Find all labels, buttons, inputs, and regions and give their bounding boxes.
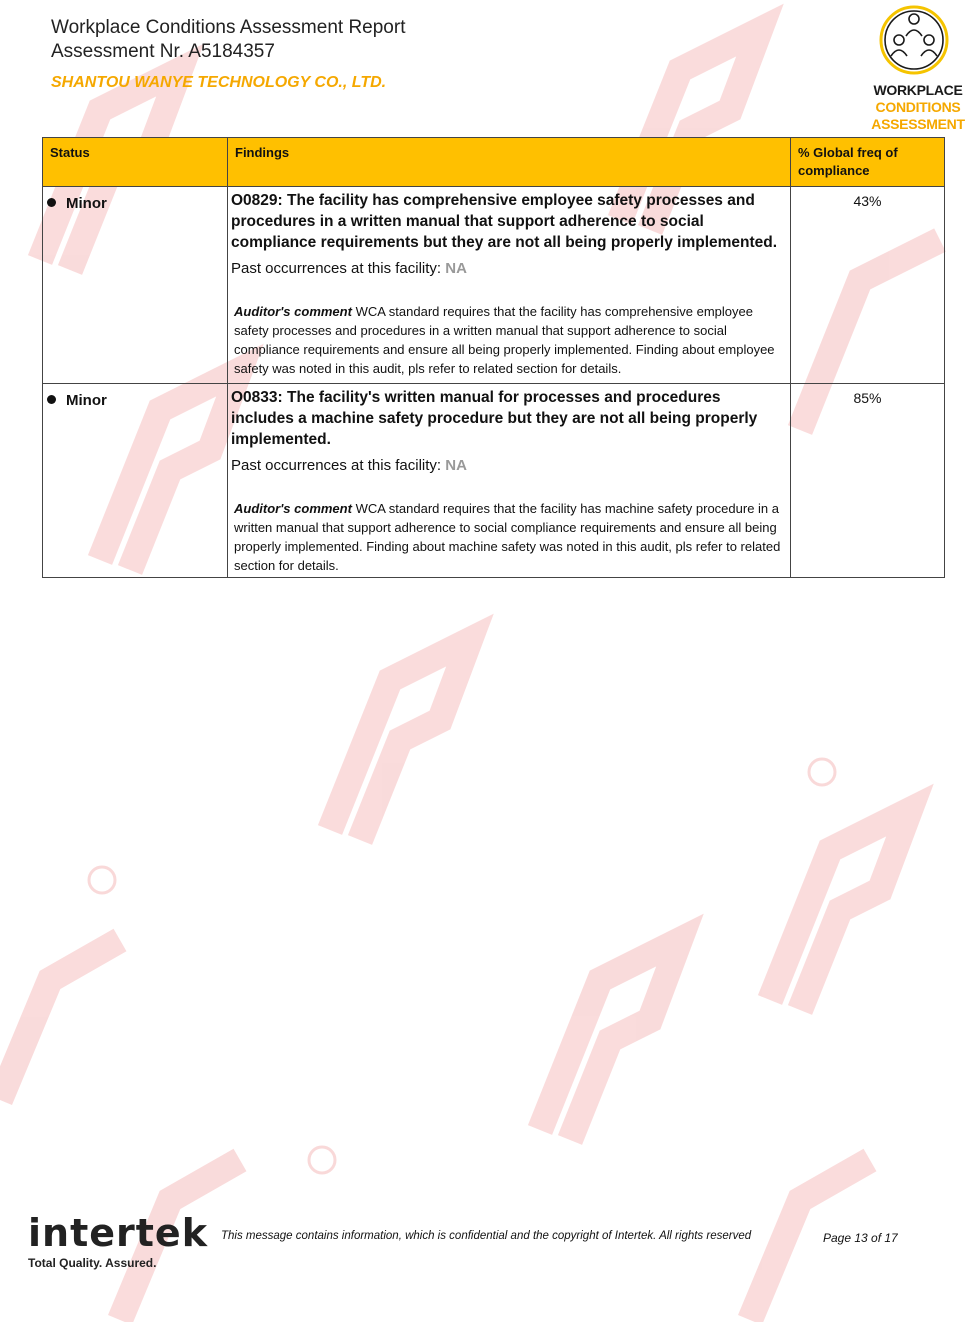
logo-line-2: CONDITIONS	[875, 99, 961, 115]
table-row	[43, 187, 945, 384]
global-freq-value: 43%	[791, 187, 945, 384]
header-global-freq: % Global freq of compliance	[791, 138, 945, 187]
past-occurrences-value: NA	[445, 457, 467, 474]
past-occurrences	[231, 456, 787, 476]
finding-title: O0829: The facility has comprehensive employee safety processes and procedures in a written manual that support adherence to social compliance requirements but they are not all being properly implemented.	[231, 192, 778, 251]
auditor-comment-label: Auditor's comment	[234, 304, 352, 319]
global-freq-value: 85%	[791, 384, 945, 578]
finding-cell	[228, 384, 791, 578]
confidentiality-notice: This message contains information, which is confidential and the copyright of Intertek. All rights reserved	[221, 1230, 752, 1242]
company-name: SHANTOU WANYE TECHNOLOGY CO., LTD.	[51, 74, 387, 91]
wca-logo	[862, 2, 974, 132]
auditor-comment	[231, 499, 787, 575]
page-number: Page 13 of 17	[823, 1231, 898, 1245]
finding-cell	[228, 187, 791, 384]
findings-table	[42, 137, 945, 578]
past-occurrences-label: Past occurrences at this facility:	[231, 457, 442, 474]
finding-title: O0833: The facility's written manual for processes and procedures includes a machine safety procedure but they are not all being properly implemented.	[231, 389, 758, 448]
past-occurrences-label: Past occurrences at this facility:	[231, 260, 442, 277]
auditor-comment	[231, 302, 787, 378]
bullet-icon	[47, 198, 56, 207]
report-title: Workplace Conditions Assessment Report	[51, 17, 406, 38]
bullet-icon	[47, 395, 56, 404]
status-label: Minor	[66, 392, 107, 409]
auditor-comment-text: WCA standard requires that the facility has machine safety procedure in a written manual that support adherence to social compliance requirements and ensure all being properly implemented. Finding about machine safety was noted in this audit, pls refer to related section for details.	[234, 501, 781, 573]
intertek-logo	[28, 1212, 208, 1270]
auditor-comment-label: Auditor's comment	[234, 501, 352, 516]
status-cell	[43, 187, 228, 384]
header-status: Status	[43, 138, 228, 187]
people-circle-icon	[862, 2, 974, 80]
table-row	[43, 384, 945, 578]
intertek-wordmark: intertek	[28, 1211, 208, 1255]
status-label: Minor	[66, 195, 107, 212]
header-findings: Findings	[228, 138, 791, 187]
status-cell	[43, 384, 228, 578]
logo-line-1: WORKPLACE	[873, 82, 963, 98]
assessment-number: Assessment Nr. A5184357	[51, 41, 275, 62]
table-header-row	[43, 138, 945, 187]
auditor-comment-text: WCA standard requires that the facility has comprehensive employee safety processes and procedures in a written manual that support adherence to social compliance requirements and ensure all being properly implemented. Finding about employee safety was noted in this audit, pls refer to related section for details.	[234, 304, 775, 376]
intertek-tagline: Total Quality. Assured.	[28, 1256, 157, 1270]
past-occurrences	[231, 259, 787, 279]
past-occurrences-value: NA	[445, 260, 467, 277]
logo-line-3: ASSESSMENT	[871, 116, 965, 132]
